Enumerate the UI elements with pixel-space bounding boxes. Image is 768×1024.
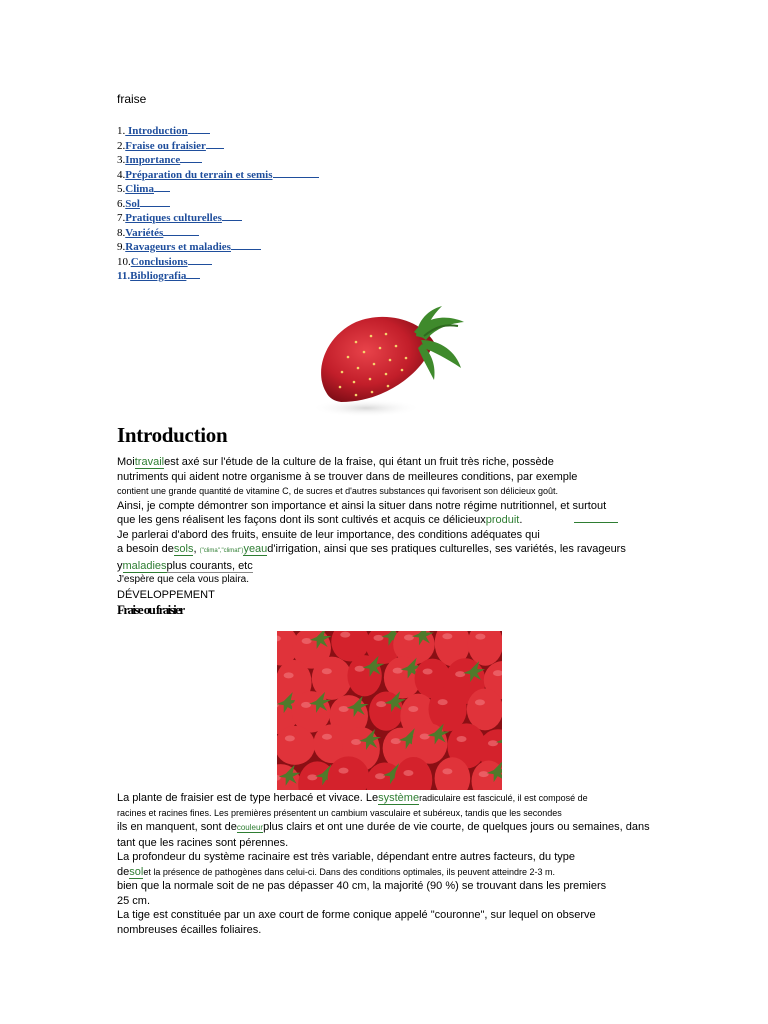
dev-line: 25 cm. xyxy=(117,894,151,907)
toc-item[interactable] xyxy=(117,197,319,212)
toc-underline xyxy=(206,139,224,149)
toc-number: 6. xyxy=(117,197,126,210)
toc-underline xyxy=(180,153,202,163)
toc-item[interactable] xyxy=(117,226,319,241)
produit-link[interactable]: produit xyxy=(485,514,520,526)
toc-link[interactable]: Clima xyxy=(125,183,154,195)
toc-underline xyxy=(140,197,170,207)
toc-number: 10. xyxy=(117,255,131,268)
berry-shape xyxy=(467,688,502,730)
dev-line: La tige est constituée par un axe court de forme conique appelé "couronne", sur lequel on observe xyxy=(117,909,596,921)
introduction-text xyxy=(117,455,677,602)
toc-underline xyxy=(154,182,170,192)
text: que les gens réalisent les façons dont ils sont cultivés et acquis ce délicieux xyxy=(117,514,486,526)
berry-highlight xyxy=(373,635,383,641)
berry-highlight xyxy=(457,736,467,742)
section-label: DÉVELOPPEMENT xyxy=(117,588,215,601)
toc-link[interactable]: Pratiques culturelles xyxy=(125,212,222,224)
toc-item[interactable] xyxy=(117,153,319,168)
development-text xyxy=(117,791,677,937)
travail-link[interactable]: travail xyxy=(134,456,165,468)
toc-underline xyxy=(163,226,199,236)
dev-line xyxy=(117,820,677,836)
toc-item[interactable] xyxy=(117,211,319,226)
intro-line: Ainsi, je compte démontrer son importance et ainsi la situer dans notre régime nutritionnel, et surtout xyxy=(117,499,607,512)
dev-line: bien que la normale soit de ne pas dépasser 40 cm, la majorité (90 %) se trouvant dans les premiers xyxy=(117,880,607,892)
toc-number: 8. xyxy=(117,226,126,239)
toc-link[interactable]: Sol xyxy=(125,197,140,210)
berry-highlight xyxy=(376,701,386,707)
maladies-link[interactable]: maladies xyxy=(122,559,167,572)
dev-line xyxy=(117,791,677,806)
berry-highlight xyxy=(339,706,349,712)
toc-underline xyxy=(222,211,242,221)
toc-number: 3. xyxy=(117,154,126,166)
text: ils en manquent, sont de xyxy=(117,821,237,833)
berry-highlight xyxy=(322,668,332,674)
toc-number: 11. xyxy=(117,270,131,282)
intro-line xyxy=(117,513,677,528)
text: , xyxy=(193,543,200,555)
berry-highlight xyxy=(403,770,413,776)
document-title: fraise xyxy=(117,92,147,106)
text: plus clairs et ont une durée de vie courte, de quelques jours ou semaines, dans xyxy=(263,821,650,833)
toc-link[interactable]: Importance xyxy=(125,154,181,166)
text: Moi xyxy=(117,456,135,468)
toc-item[interactable] xyxy=(117,124,319,139)
berry-highlight xyxy=(391,738,401,744)
dev-line: La profondeur du système racinaire est très variable, dépendant entre autres facteurs, du type xyxy=(117,851,575,863)
berry-highlight xyxy=(339,768,349,774)
toc-underline xyxy=(231,240,261,250)
berry-highlight xyxy=(301,702,311,708)
strawberry-image xyxy=(296,302,476,420)
berry-highlight xyxy=(488,740,498,746)
berry-highlight xyxy=(284,672,294,678)
toc-item[interactable] xyxy=(117,168,319,183)
text: de xyxy=(117,865,130,878)
intro-line xyxy=(117,542,677,559)
toc-item[interactable] xyxy=(117,255,319,270)
text: et la présence de pathogènes dans celui-ci. Dans des conditions optimales, ils peuvent atteindre 2-3 m. xyxy=(143,866,556,877)
dev-line: nombreuses écailles foliaires. xyxy=(117,923,262,936)
text: y xyxy=(117,559,123,572)
toc-item[interactable] xyxy=(117,182,319,197)
toc-link[interactable]: Ravageurs et maladies xyxy=(125,241,231,253)
berry-highlight xyxy=(442,633,452,639)
sol-link[interactable]: sol xyxy=(129,865,144,878)
berry-highlight xyxy=(475,634,485,640)
berry-highlight xyxy=(340,632,350,638)
yeau-link[interactable]: yeau xyxy=(243,543,268,555)
dev-line: tant que les racines sont pérennes. xyxy=(117,836,289,849)
berry-highlight xyxy=(420,734,430,740)
toc-number: 9. xyxy=(117,241,126,253)
berry-highlight xyxy=(302,638,312,644)
toc-link[interactable]: Variétés xyxy=(125,226,164,239)
dev-line xyxy=(117,865,677,880)
berry-highlight xyxy=(442,768,452,774)
toc-underline xyxy=(186,269,200,279)
berry-highlight xyxy=(438,699,448,705)
toc-number: 2. xyxy=(117,139,126,152)
text: plus courants, etc xyxy=(166,559,253,572)
text: a besoin de xyxy=(117,543,174,555)
berry-highlight xyxy=(475,699,485,705)
berry-highlight xyxy=(322,734,332,740)
toc-item[interactable] xyxy=(117,269,319,284)
toc-underline xyxy=(188,124,210,134)
toc-link[interactable]: Préparation du terrain et semis xyxy=(125,168,273,181)
berry-highlight xyxy=(393,668,403,674)
introduction-heading: Introduction xyxy=(117,423,228,447)
intro-line xyxy=(117,455,677,470)
toc-number: 4. xyxy=(117,168,126,181)
text: radiculaire est fasciculé, il est composé de xyxy=(419,793,588,803)
berry-highlight xyxy=(423,669,433,675)
text: La plante de fraisier est de type herbacé et vivace. Le xyxy=(117,792,379,804)
couleur-link[interactable]: couleur xyxy=(236,823,264,832)
toc-item[interactable] xyxy=(117,139,319,154)
intro-line: contient une grande quantité de vitamine C, de sucres et d'autres substances qui favorisent son délicieux goût. xyxy=(117,486,558,496)
underline-mark xyxy=(574,514,618,523)
berry-highlight xyxy=(408,706,418,712)
toc-number: 1. xyxy=(117,125,126,137)
intro-line: nutriments qui aident notre organisme à se trouver dans de meilleures conditions, par exemple xyxy=(117,470,578,483)
berry-highlight xyxy=(479,771,489,777)
intro-line: J'espère que cela vous plaira. xyxy=(117,574,249,585)
toc-underline xyxy=(188,255,212,265)
toc-link[interactable]: Fraise ou fraisier xyxy=(125,139,206,152)
clima-link[interactable]: ("clima","climat") xyxy=(199,548,244,554)
systeme-link[interactable]: système xyxy=(378,792,420,804)
toc-number: 5. xyxy=(117,183,126,195)
fraise-heading: Fraise ou fraisier xyxy=(117,602,184,617)
text: . xyxy=(519,514,523,526)
table-of-contents xyxy=(117,124,319,284)
strawberries-photo xyxy=(277,631,502,790)
berry-highlight xyxy=(455,671,465,677)
toc-link[interactable]: Bibliografia xyxy=(130,270,187,282)
toc-number: 7. xyxy=(117,212,126,224)
berry-highlight xyxy=(307,774,317,780)
berry-highlight xyxy=(375,773,385,779)
sols-link[interactable]: sols xyxy=(173,543,194,555)
toc-item[interactable] xyxy=(117,240,319,255)
intro-line: Je parlerai d'abord des fruits, ensuite de leur importance, des conditions adéquates qui xyxy=(117,528,540,541)
text: d'irrigation, ainsi que ses pratiques culturelles, ses variétés, les ravageurs xyxy=(267,543,626,555)
berry-highlight xyxy=(351,739,361,745)
berry-highlight xyxy=(355,666,365,672)
dev-line: racines et racines fines. Les premières présentent un cambium vasculaire et subéreux, tandis que les secondes xyxy=(117,807,562,818)
intro-line xyxy=(117,559,677,574)
berry-highlight xyxy=(285,735,295,741)
toc-underline xyxy=(273,168,319,178)
toc-link[interactable]: Conclusions xyxy=(130,255,188,268)
berry-highlight xyxy=(404,635,414,641)
toc-link[interactable]: Introduction xyxy=(125,125,188,137)
text: est axé sur l'étude de la culture de la fraise, qui étant un fruit très riche, possède xyxy=(164,456,554,468)
